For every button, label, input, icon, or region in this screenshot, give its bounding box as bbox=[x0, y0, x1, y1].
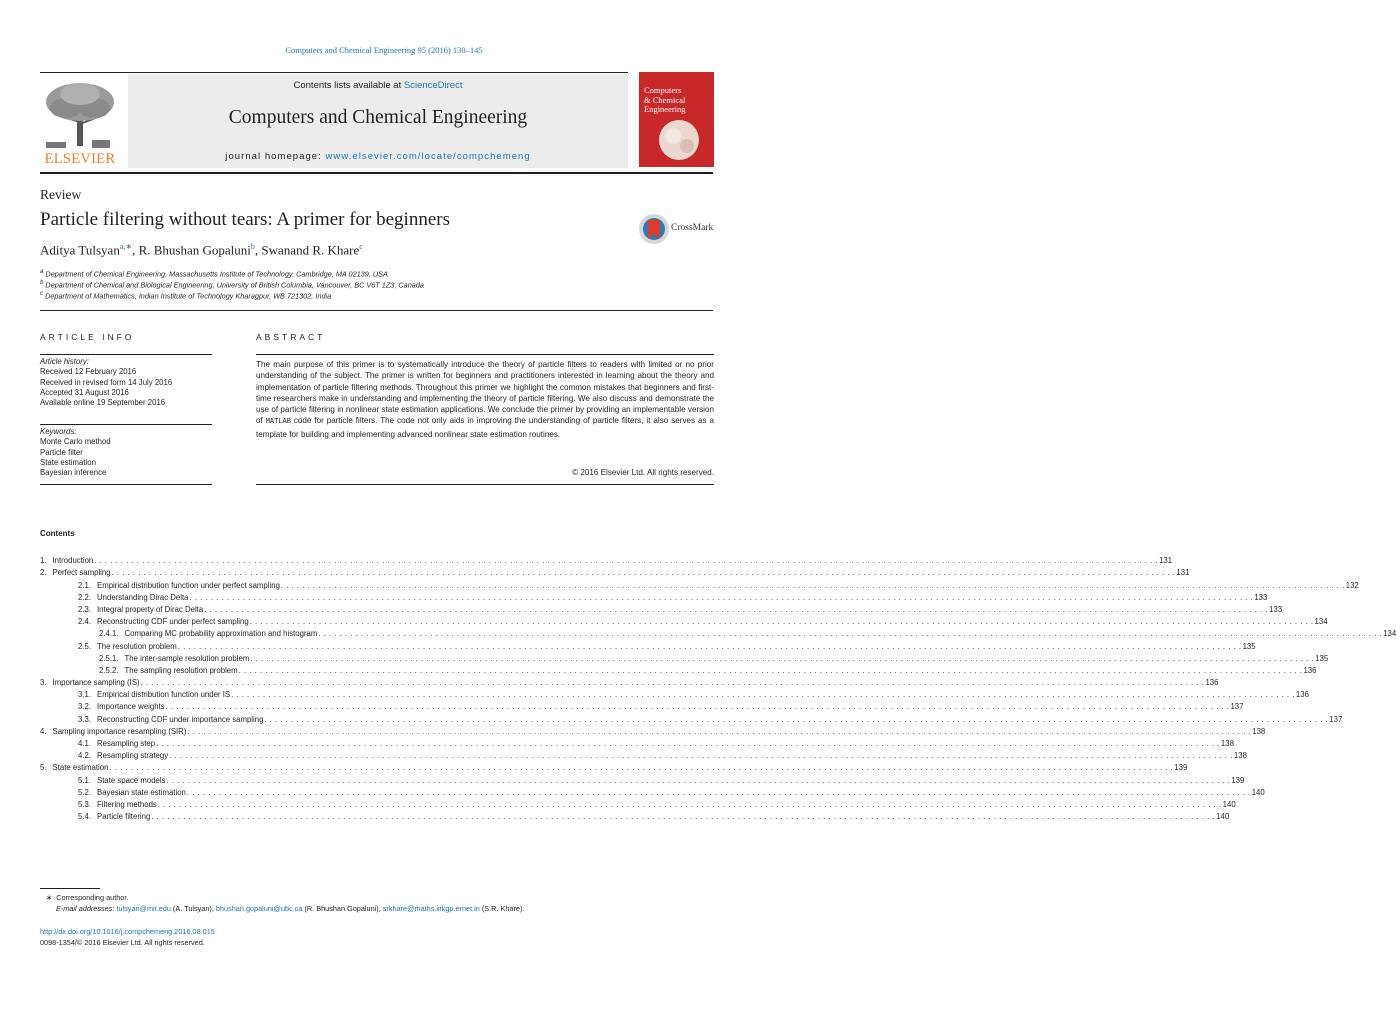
crossmark-icon bbox=[638, 213, 670, 245]
toc-leader-dots: . . . . . . . . . . . . . . . . . . . . . . . . . . . . . . . . . . . . . . . . . . . . . . . . . . . . . . . . . . . . . . . . . . . . . . . . . . . . . . . . . . . . . . . . . . . . . . . . . . . . . . . . . . . . . . . . . . . . . . . . . . . . . . . . . . . . . . . . . . . . . . . . . . . . . . . . . . . . . . . . . . . . . . . . . . . . . . . . . . . . . . . . . . . . . . . . . . . . . . . . bbox=[280, 580, 1345, 590]
author-affiliation-mark[interactable]: b bbox=[250, 242, 255, 251]
corresponding-author-label: Corresponding author. bbox=[56, 893, 129, 902]
footnote-mark: ∗ bbox=[46, 893, 53, 902]
elsevier-tree-icon bbox=[40, 80, 120, 150]
journal-header-band bbox=[128, 74, 628, 168]
toc-entry[interactable] bbox=[40, 797, 1236, 809]
cover-title bbox=[644, 86, 686, 115]
toc-entry[interactable] bbox=[40, 651, 1329, 663]
matlab-term: MATLAB bbox=[265, 418, 291, 427]
history-line: Received 12 February 2016 bbox=[40, 367, 137, 377]
table-of-contents bbox=[40, 553, 1396, 822]
toc-leader-dots: . . . . . . . . . . . . . . . . . . . . . . . . . . . . . . . . . . . . . . . . . . . . . . . . . . . . . . . . . . . . . . . . . . . . . . . . . . . . . . . . . . . . . . . . . . . . . . . . . . . . . . . . . . . . . . . . . . . . . . . . . . . . . . . . . . . . . . . . . . . . . . . . . . . . . . . . . . . . . . . . . . . . . . . . . . . . . . . . . . . . . . . . . . . . . . . . . . . . . . . . bbox=[186, 787, 1251, 797]
toc-entry[interactable] bbox=[40, 699, 1244, 712]
article-info-heading: ARTICLE INFO bbox=[40, 332, 135, 342]
sciencedirect-link[interactable]: ScienceDirect bbox=[403, 80, 463, 91]
toc-entry-number: 5.4. bbox=[78, 812, 92, 822]
crossmark-label: CrossMark bbox=[671, 223, 714, 233]
toc-entry-title[interactable]: Resampling step bbox=[97, 739, 156, 748]
toc-entry[interactable] bbox=[40, 809, 1230, 822]
keyword: Monte Carlo method bbox=[40, 437, 111, 447]
toc-entry-title[interactable]: Bayesian state estimation bbox=[97, 787, 186, 797]
toc-entry-number: 1. bbox=[40, 556, 47, 566]
toc-leader-dots: . . . . . . . . . . . . . . . . . . . . . . . . . . . . . . . . . . . . . . . . . . . . . . . . . . . . . . . . . . . . . . . . . . . . . . . . . . . . . . . . . . . . . . . . . . . . . . . . . . . . . . . . . . . . . . . . . . . . . . . . . . . . . . . . . . . . . . . . . . . . . . . . . . . . . . . . . . . . . . . . . . . . . . . . . . . . . . . . . . . . . . . . . . . . . . . . . . . . . . . . bbox=[111, 568, 1176, 578]
toc-leader-dots: . . . . . . . . . . . . . . . . . . . . . . . . . . . . . . . . . . . . . . . . . . . . . . . . . . . . . . . . . . . . . . . . . . . . . . . . . . . . . . . . . . . . . . . . . . . . . . . . . . . . . . . . . . . . . . . . . . . . . . . . . . . . . . . . . . . . . . . . . . . . . . . . . . . . . . . . . . . . . . . . . . . . . . . . . . . . . . . . . . . . . . . . . . . . . . . . . . . . . . . . bbox=[187, 726, 1252, 736]
toc-entry[interactable] bbox=[40, 663, 1317, 675]
toc-entry-number: 2.4.1. bbox=[99, 629, 119, 639]
toc-entry-title[interactable]: State space models bbox=[97, 775, 166, 785]
info-bottom-rule bbox=[40, 484, 212, 485]
toc-entry[interactable] bbox=[40, 687, 1309, 700]
keywords-label: Keywords: bbox=[40, 427, 77, 436]
toc-entry-page[interactable]: 140 bbox=[1222, 799, 1236, 809]
toc-entry-title[interactable]: Particle filtering bbox=[97, 812, 151, 822]
abstract-body: The main purpose of this primer is to systematically introduce the theory of particle filters to readers with limited or no prior understanding of the subject. The primer is written for beginners and practitioners interested in learning about the theory and implementation of particle filtering methods. Throughout this primer we highlight the common mistakes that beginners and first-time researchers make in understanding and implementing the theory of particle filtering. We also discuss and demonstrate the use of particle filtering in nonlinear state estimation applications. We conclude the primer by providing an implementable version of bbox=[256, 360, 714, 426]
article-history-label: Article history: bbox=[40, 357, 89, 366]
article-info-rule bbox=[40, 354, 212, 355]
toc-entry-page[interactable]: 131 bbox=[1176, 568, 1190, 578]
toc-entry-page[interactable]: 139 bbox=[1174, 763, 1188, 773]
toc-entry-number: 2.5.1. bbox=[99, 653, 119, 663]
toc-entry-number: 2.5.2. bbox=[99, 665, 119, 675]
toc-entry-number: 2. bbox=[40, 568, 47, 578]
article-history bbox=[40, 357, 172, 408]
email-addresses bbox=[56, 904, 524, 913]
toc-leader-dots: . . . . . . . . . . . . . . . . . . . . . . . . . . . . . . . . . . . . . . . . . . . . . . . . . . . . . . . . . . . . . . . . . . . . . . . . . . . . . . . . . . . . . . . . . . . . . . . . . . . . . . . . . . . . . . . . . . . . . . . . . . . . . . . . . . . . . . . . . . . . . . . . . . . . . . . . . . . . . . . . . . . . . . . . . . . . . . . . . . . . . . . . . . . . . . . . . . . . . . . . bbox=[249, 617, 1314, 627]
toc-entry-page[interactable]: 134 bbox=[1383, 629, 1396, 639]
journal-homepage-line bbox=[128, 151, 628, 162]
toc-entry-number: 5. bbox=[40, 763, 47, 773]
journal-citation[interactable]: Computers and Chemical Engineering 95 (2016) 130–145 bbox=[285, 45, 483, 55]
toc-entry[interactable] bbox=[40, 785, 1265, 797]
toc-entry-page[interactable]: 132 bbox=[1345, 580, 1359, 590]
toc-entry-page[interactable]: 135 bbox=[1315, 653, 1329, 663]
email-link[interactable]: bhushan.gopaluni@ubc.ca bbox=[215, 904, 303, 913]
toc-entry[interactable] bbox=[40, 577, 1359, 590]
email-owner: (R. Bhushan Gopaluni), bbox=[302, 904, 383, 913]
email-link[interactable]: srkhare@maths.iitkgp.ernet.in bbox=[382, 904, 480, 913]
keyword: Particle filter bbox=[40, 447, 83, 457]
toc-entry-number: 4. bbox=[40, 726, 47, 736]
contents-available-text: Contents lists available at bbox=[293, 80, 404, 91]
toc-entry-page[interactable]: 138 bbox=[1220, 739, 1234, 748]
email-label: E-mail addresses: bbox=[56, 904, 117, 913]
toc-entry-page[interactable]: 134 bbox=[1314, 617, 1328, 627]
toc-entry[interactable] bbox=[40, 711, 1343, 724]
keywords bbox=[40, 427, 111, 478]
toc-entry-title[interactable]: Introduction bbox=[52, 556, 94, 566]
toc-entry[interactable] bbox=[40, 590, 1268, 602]
toc-entry-title[interactable]: Understanding Dirac Delta bbox=[97, 592, 189, 602]
toc-entry[interactable] bbox=[40, 736, 1234, 748]
toc-leader-dots: . . . . . . . . . . . . . . . . . . . . . . . . . . . . . . . . . . . . . . . . . . . . . . . . . . . . . . . . . . . . . . . . . . . . . . . . . . . . . . . . . . . . . . . . . . . . . . . . . . . . . . . . . . . . . . . . . . . . . . . . . . . . . . . . . . . . . . . . . . . . . . . . . . . . . . . . . . . . . . . . . . . . . . . . . . . . . . . . . . . . . . . . . . . . . . . . . . . . . . . . bbox=[140, 678, 1205, 688]
author-affiliation-mark[interactable]: a,∗ bbox=[119, 242, 133, 251]
toc-leader-dots: . . . . . . . . . . . . . . . . . . . . . . . . . . . . . . . . . . . . . . . . . . . . . . . . . . . . . . . . . . . . . . . . . . . . . . . . . . . . . . . . . . . . . . . . . . . . . . . . . . . . . . . . . . . . . . . . . . . . . . . . . . . . . . . . . . . . . . . . . . . . . . . . . . . . . . . . . . . . . . . . . . . . . . . . . . . . . . . . . . . . . . . . . . . . . . . . . . . . . . . . bbox=[156, 739, 1220, 748]
toc-leader-dots: . . . . . . . . . . . . . . . . . . . . . . . . . . . . . . . . . . . . . . . . . . . . . . . . . . . . . . . . . . . . . . . . . . . . . . . . . . . . . . . . . . . . . . . . . . . . . . . . . . . . . . . . . . . . . . . . . . . . . . . . . . . . . . . . . . . . . . . . . . . . . . . . . . . . . . . . . . . . . . . . . . . . . . . . . . . . . . . . . . . . . . . . . . . . . . . . . . . . . . . . bbox=[157, 799, 1222, 809]
toc-entry-page[interactable]: 140 bbox=[1216, 812, 1230, 822]
email-link[interactable]: tulsyan@mit.edu bbox=[116, 904, 171, 913]
toc-leader-dots: . . . . . . . . . . . . . . . . . . . . . . . . . . . . . . . . . . . . . . . . . . . . . . . . . . . . . . . . . . . . . . . . . . . . . . . . . . . . . . . . . . . . . . . . . . . . . . . . . . . . . . . . . . . . . . . . . . . . . . . . . . . . . . . . . . . . . . . . . . . . . . . . . . . . . . . . . . . . . . . . . . . . . . . . . . . . . . . . . . . . . . . . . . . . . . . . . . . . . . . . bbox=[204, 604, 1269, 614]
affiliation-text: Department of Chemical Engineering, Massachusetts Institute of Technology, Cambridge, MA 02139, USA bbox=[45, 269, 388, 279]
cover-title-line: Engineering bbox=[644, 104, 686, 114]
history-line: Accepted 31 August 2016 bbox=[40, 387, 129, 397]
toc-entry-page[interactable]: 137 bbox=[1329, 714, 1343, 724]
toc-entry-title[interactable]: The inter-sample resolution problem bbox=[124, 653, 250, 663]
toc-entry-page[interactable]: 139 bbox=[1231, 775, 1245, 785]
toc-entry-number: 2.5. bbox=[78, 641, 92, 651]
toc-entry-number: 3.1. bbox=[78, 690, 92, 700]
journal-title: Computers and Chemical Engineering bbox=[228, 107, 528, 128]
toc-entry-number: 5.2. bbox=[78, 787, 92, 797]
keyword: State estimation bbox=[40, 457, 96, 467]
toc-leader-dots: . . . . . . . . . . . . . . . . . . . . . . . . . . . . . . . . . . . . . . . . . . . . . . . . . . . . . . . . . . . . . . . . . . . . . . . . . . . . . . . . . . . . . . . . . . . . . . . . . . . . . . . . . . . . . . . . . . . . . . . . . . . . . . . . . . . . . . . . . . . . . . . . . . . . . . . . . . . . . . . . . . . . . . . . . . . . . . . . . . . . . . . . . . . . . . . . . . . . . . . . bbox=[250, 653, 1315, 663]
toc-entry-title[interactable]: Filtering methods bbox=[97, 799, 157, 809]
elsevier-logo[interactable] bbox=[40, 80, 120, 166]
toc-leader-dots: . . . . . . . . . . . . . . . . . . . . . . . . . . . . . . . . . . . . . . . . . . . . . . . . . . . . . . . . . . . . . . . . . . . . . . . . . . . . . . . . . . . . . . . . . . . . . . . . . . . . . . . . . . . . . . . . . . . . . . . . . . . . . . . . . . . . . . . . . . . . . . . . . . . . . . . . . . . . . . . . . . . . . . . . . . . . . . . . . . . . . . . . . . . . . . . . . . . . . . . . bbox=[318, 629, 1383, 639]
toc-entry-page[interactable]: 138 bbox=[1233, 751, 1247, 761]
history-line: Available online 19 September 2016 bbox=[40, 398, 166, 408]
header-bottom-rule bbox=[40, 172, 713, 174]
toc-entry[interactable] bbox=[40, 675, 1219, 688]
toc-entry-page[interactable]: 133 bbox=[1269, 604, 1283, 614]
toc-entry[interactable] bbox=[40, 565, 1190, 578]
author-list bbox=[40, 242, 363, 258]
toc-entry-page[interactable]: 140 bbox=[1251, 787, 1265, 797]
affiliation bbox=[40, 290, 331, 300]
toc-leader-dots: . . . . . . . . . . . . . . . . . . . . . . . . . . . . . . . . . . . . . . . . . . . . . . . . . . . . . . . . . . . . . . . . . . . . . . . . . . . . . . . . . . . . . . . . . . . . . . . . . . . . . . . . . . . . . . . . . . . . . . . . . . . . . . . . . . . . . . . . . . . . . . . . . . . . . . . . . . . . . . . . . . . . . . . . . . . . . . . . . . . . . . . . . . . . . . . . . . . . . . . . bbox=[109, 763, 1174, 773]
author-separator: , bbox=[132, 242, 139, 258]
affiliation-text: Department of Chemical and Biological Engineering, University of British Columbia, Vancouver, BC V6T 1Z3, Canada bbox=[45, 280, 424, 290]
affiliation-mark: a bbox=[40, 268, 44, 275]
journal-cover-thumbnail[interactable] bbox=[639, 72, 714, 167]
toc-leader-dots: . . . . . . . . . . . . . . . . . . . . . . . . . . . . . . . . . . . . . . . . . . . . . . . . . . . . . . . . . . . . . . . . . . . . . . . . . . . . . . . . . . . . . . . . . . . . . . . . . . . . . . . . . . . . . . . . . . . . . . . . . . . . . . . . . . . . . . . . . . . . . . . . . . . . . . . . . . . . . . . . . . . . . . . . . . . . . . . . . . . . . . . . . . . . . . . . . . . . . . . . bbox=[169, 751, 1233, 761]
elsevier-wordmark: ELSEVIER bbox=[44, 151, 116, 167]
toc-entry[interactable] bbox=[40, 638, 1256, 651]
author-separator: , bbox=[254, 242, 262, 258]
toc-entry-title[interactable]: Reconstructing CDF under perfect sampling bbox=[97, 617, 249, 627]
email-owner: (A. Tulsyan), bbox=[170, 904, 216, 913]
toc-entry-number: 5.3. bbox=[78, 799, 92, 809]
toc-entry-title[interactable]: Sampling importance resampling (SIR) bbox=[52, 726, 187, 736]
abstract-bottom-rule bbox=[256, 484, 714, 485]
affiliation bbox=[40, 268, 388, 278]
toc-entry-title[interactable]: Integral property of Dirac Delta bbox=[97, 604, 204, 614]
toc-entry-title[interactable]: The sampling resolution problem bbox=[124, 665, 238, 675]
toc-entry-title[interactable]: Importance weights bbox=[97, 702, 165, 712]
footnote-rule bbox=[40, 888, 100, 889]
crossmark-badge[interactable] bbox=[638, 212, 720, 246]
affiliation-mark: c bbox=[40, 290, 44, 297]
toc-entry[interactable] bbox=[40, 724, 1266, 736]
abstract-heading: ABSTRACT bbox=[256, 332, 326, 342]
toc-entry-title[interactable]: State estimation bbox=[52, 763, 109, 773]
toc-entry-number: 3.3. bbox=[78, 714, 92, 724]
issn-copyright: 0098-1354/© 2016 Elsevier Ltd. All rights reserved. bbox=[40, 938, 205, 947]
author-name[interactable]: Aditya Tulsyan bbox=[40, 242, 120, 258]
affiliation-mark: b bbox=[40, 279, 44, 286]
toc-entry-page[interactable]: 136 bbox=[1303, 665, 1317, 675]
toc-leader-dots: . . . . . . . . . . . . . . . . . . . . . . . . . . . . . . . . . . . . . . . . . . . . . . . . . . . . . . . . . . . . . . . . . . . . . . . . . . . . . . . . . . . . . . . . . . . . . . . . . . . . . . . . . . . . . . . . . . . . . . . . . . . . . . . . . . . . . . . . . . . . . . . . . . . . . . . . . . . . . . . . . . . . . . . . . . . . . . . . . . . . . . . . . . . . . . . . . . . . . . . . bbox=[94, 556, 1159, 566]
author-affiliation-mark[interactable]: c bbox=[359, 242, 363, 251]
toc-entry-number: 4.1. bbox=[78, 739, 92, 748]
toc-entry[interactable] bbox=[40, 748, 1247, 761]
author-name[interactable]: Swanand R. Khare bbox=[261, 242, 360, 258]
homepage-label: journal homepage: bbox=[225, 151, 326, 162]
toc-leader-dots: . . . . . . . . . . . . . . . . . . . . . . . . . . . . . . . . . . . . . . . . . . . . . . . . . . . . . . . . . . . . . . . . . . . . . . . . . . . . . . . . . . . . . . . . . . . . . . . . . . . . . . . . . . . . . . . . . . . . . . . . . . . . . . . . . . . . . . . . . . . . . . . . . . . . . . . . . . . . . . . . . . . . . . . . . . . . . . . . . . . . . . . . . . . . . . . . . . . . . . . . bbox=[177, 641, 1242, 651]
toc-entry[interactable] bbox=[40, 772, 1245, 785]
email-owner: (S.R. Khare). bbox=[479, 904, 525, 913]
toc-entry-title[interactable]: Resampling strategy bbox=[97, 751, 169, 761]
toc-leader-dots: . . . . . . . . . . . . . . . . . . . . . . . . . . . . . . . . . . . . . . . . . . . . . . . . . . . . . . . . . . . . . . . . . . . . . . . . . . . . . . . . . . . . . . . . . . . . . . . . . . . . . . . . . . . . . . . . . . . . . . . . . . . . . . . . . . . . . . . . . . . . . . . . . . . . . . . . . . . . . . . . . . . . . . . . . . . . . . . . . . . . . . . . . . . . . . . . . . . . . . . . bbox=[231, 690, 1295, 700]
toc-entry-page[interactable]: 131 bbox=[1159, 556, 1173, 566]
toc-leader-dots: . . . . . . . . . . . . . . . . . . . . . . . . . . . . . . . . . . . . . . . . . . . . . . . . . . . . . . . . . . . . . . . . . . . . . . . . . . . . . . . . . . . . . . . . . . . . . . . . . . . . . . . . . . . . . . . . . . . . . . . . . . . . . . . . . . . . . . . . . . . . . . . . . . . . . . . . . . . . . . . . . . . . . . . . . . . . . . . . . . . . . . . . . . . . . . . . . . . . . . . . bbox=[166, 775, 1231, 785]
toc-entry[interactable] bbox=[40, 553, 1173, 566]
contents-title: Contents bbox=[40, 529, 75, 538]
toc-entry-title[interactable]: Empirical distribution function under perfect sampling bbox=[97, 580, 280, 590]
toc-entry-page[interactable]: 137 bbox=[1230, 702, 1244, 712]
toc-entry-number: 5.1. bbox=[78, 775, 92, 785]
toc-leader-dots: . . . . . . . . . . . . . . . . . . . . . . . . . . . . . . . . . . . . . . . . . . . . . . . . . . . . . . . . . . . . . . . . . . . . . . . . . . . . . . . . . . . . . . . . . . . . . . . . . . . . . . . . . . . . . . . . . . . . . . . . . . . . . . . . . . . . . . . . . . . . . . . . . . . . . . . . . . . . . . . . . . . . . . . . . . . . . . . . . . . . . . . . . . . . . . . . . . . . . . . . bbox=[264, 714, 1329, 724]
toc-leader-dots: . . . . . . . . . . . . . . . . . . . . . . . . . . . . . . . . . . . . . . . . . . . . . . . . . . . . . . . . . . . . . . . . . . . . . . . . . . . . . . . . . . . . . . . . . . . . . . . . . . . . . . . . . . . . . . . . . . . . . . . . . . . . . . . . . . . . . . . . . . . . . . . . . . . . . . . . . . . . . . . . . . . . . . . . . . . . . . . . . . . . . . . . . . . . . . . . . . . . . . . . bbox=[238, 665, 1303, 675]
toc-entry-title[interactable]: Importance sampling (IS) bbox=[52, 678, 140, 688]
keyword: Bayesian inference bbox=[40, 468, 107, 478]
toc-entry-title[interactable]: Comparing MC probability approximation and histogram bbox=[124, 629, 318, 639]
toc-entry[interactable] bbox=[40, 614, 1328, 627]
contents-available-line bbox=[128, 80, 628, 91]
toc-entry-number: 3. bbox=[40, 678, 47, 688]
abstract-body: code for particle filters. The code not only aids in improving the understanding of particle filters, it also serves as a template for building and implementing advanced nonlinear state estimation routines. bbox=[256, 416, 715, 439]
abstract-text bbox=[256, 359, 714, 440]
affiliation bbox=[40, 279, 424, 289]
toc-entry-page[interactable]: 136 bbox=[1295, 690, 1309, 700]
toc-leader-dots: . . . . . . . . . . . . . . . . . . . . . . . . . . . . . . . . . . . . . . . . . . . . . . . . . . . . . . . . . . . . . . . . . . . . . . . . . . . . . . . . . . . . . . . . . . . . . . . . . . . . . . . . . . . . . . . . . . . . . . . . . . . . . . . . . . . . . . . . . . . . . . . . . . . . . . . . . . . . . . . . . . . . . . . . . . . . . . . . . . . . . . . . . . . . . . . . . . . . . . . . bbox=[165, 702, 1230, 712]
toc-entry[interactable] bbox=[40, 760, 1188, 773]
paper-title: Particle filtering without tears: A primer for beginners bbox=[40, 209, 450, 230]
section-rule bbox=[40, 310, 713, 311]
toc-entry-number: 2.3. bbox=[78, 604, 92, 614]
toc-entry-number: 4.2. bbox=[78, 751, 92, 761]
toc-entry-number: 2.4. bbox=[78, 617, 92, 627]
toc-entry-number: 3.2. bbox=[78, 702, 92, 712]
abstract-rule bbox=[256, 354, 714, 355]
toc-entry-page[interactable]: 136 bbox=[1205, 678, 1219, 688]
toc-entry-title[interactable]: The resolution problem bbox=[97, 641, 177, 651]
toc-entry-page[interactable]: 138 bbox=[1252, 726, 1266, 736]
toc-entry-number: 2.1. bbox=[78, 580, 92, 590]
toc-entry[interactable] bbox=[40, 626, 1396, 639]
toc-entry-title[interactable]: Reconstructing CDF under importance sampling bbox=[97, 714, 264, 724]
info-divider-rule bbox=[40, 424, 212, 425]
doi-link[interactable]: http://dx.doi.org/10.1016/j.compchemeng.2016.08.015 bbox=[40, 927, 215, 936]
toc-entry-title[interactable]: Perfect sampling bbox=[52, 568, 111, 578]
toc-entry-title[interactable]: Empirical distribution function under IS bbox=[97, 690, 231, 700]
toc-entry[interactable] bbox=[40, 602, 1283, 614]
toc-entry-number: 2.2. bbox=[78, 592, 92, 602]
corresponding-author-note bbox=[46, 893, 128, 902]
homepage-link[interactable]: www.elsevier.com/locate/compchemeng bbox=[325, 151, 531, 162]
toc-leader-dots: . . . . . . . . . . . . . . . . . . . . . . . . . . . . . . . . . . . . . . . . . . . . . . . . . . . . . . . . . . . . . . . . . . . . . . . . . . . . . . . . . . . . . . . . . . . . . . . . . . . . . . . . . . . . . . . . . . . . . . . . . . . . . . . . . . . . . . . . . . . . . . . . . . . . . . . . . . . . . . . . . . . . . . . . . . . . . . . . . . . . . . . . . . . . . . . . . . . . . . . . bbox=[151, 812, 1216, 822]
affiliation-text: Department of Mathematics, Indian Institute of Technology Kharagpur, WB 721302, India bbox=[45, 291, 332, 301]
toc-entry-page[interactable]: 133 bbox=[1254, 592, 1268, 602]
article-type: Review bbox=[40, 187, 82, 202]
abstract-copyright: © 2016 Elsevier Ltd. All rights reserved. bbox=[572, 468, 714, 477]
cover-title-line: Computers bbox=[644, 85, 682, 95]
header-top-rule bbox=[40, 72, 628, 73]
toc-leader-dots: . . . . . . . . . . . . . . . . . . . . . . . . . . . . . . . . . . . . . . . . . . . . . . . . . . . . . . . . . . . . . . . . . . . . . . . . . . . . . . . . . . . . . . . . . . . . . . . . . . . . . . . . . . . . . . . . . . . . . . . . . . . . . . . . . . . . . . . . . . . . . . . . . . . . . . . . . . . . . . . . . . . . . . . . . . . . . . . . . . . . . . . . . . . . . . . . . . . . . . . . bbox=[189, 592, 1254, 602]
history-line: Received in revised form 14 July 2016 bbox=[40, 377, 173, 387]
toc-entry-page[interactable]: 135 bbox=[1242, 641, 1256, 651]
cover-title-line: & Chemical bbox=[644, 94, 686, 105]
cover-graphic-icon bbox=[653, 118, 709, 162]
author-name[interactable]: R. Bhushan Gopaluni bbox=[138, 242, 251, 258]
